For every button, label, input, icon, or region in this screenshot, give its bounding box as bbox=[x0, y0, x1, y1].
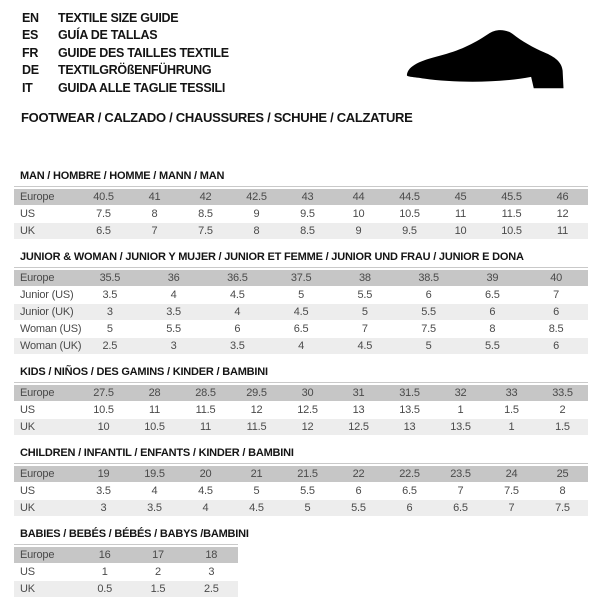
size-cell: 24 bbox=[505, 468, 518, 480]
row-label: Woman (UK) bbox=[20, 340, 82, 352]
size-cell: 9.5 bbox=[402, 225, 417, 237]
row-label: Europe bbox=[20, 272, 55, 284]
table-row bbox=[14, 581, 238, 597]
size-cell: 19 bbox=[97, 468, 110, 480]
size-cell: 12 bbox=[301, 421, 314, 433]
section-rule bbox=[14, 186, 588, 187]
size-cell: 7.5 bbox=[504, 485, 519, 497]
language-list bbox=[22, 9, 229, 97]
language-label: TEXTILGRÖßENFÜHRUNG bbox=[58, 63, 212, 78]
row-label: UK bbox=[20, 583, 35, 595]
size-cell: 7 bbox=[508, 502, 515, 514]
table-row bbox=[14, 270, 588, 286]
size-cell: 5 bbox=[253, 485, 260, 497]
table-row bbox=[14, 338, 588, 354]
size-cell: 46 bbox=[556, 191, 569, 203]
language-label: GUIDE DES TAILLES TEXTILE bbox=[58, 45, 229, 60]
size-cell: 7 bbox=[457, 485, 464, 497]
language-label: GUÍA DE TALLAS bbox=[58, 28, 158, 43]
size-cell: 8 bbox=[151, 208, 158, 220]
size-section bbox=[14, 251, 588, 354]
size-cell: 6.5 bbox=[96, 225, 111, 237]
size-cell: 37.5 bbox=[290, 272, 312, 284]
size-cell: 29.5 bbox=[246, 387, 267, 399]
row-label: UK bbox=[20, 225, 35, 237]
size-cell: 41 bbox=[148, 191, 161, 203]
size-cell: 3 bbox=[100, 502, 107, 514]
size-cell: 28.5 bbox=[195, 387, 216, 399]
table-row bbox=[14, 402, 588, 418]
size-cell: 4 bbox=[151, 485, 158, 497]
size-cell: 42.5 bbox=[246, 191, 267, 203]
size-cell: 20 bbox=[199, 468, 212, 480]
table-row bbox=[14, 223, 588, 239]
size-cell: 1.5 bbox=[504, 404, 519, 416]
size-cell: 1.5 bbox=[555, 421, 570, 433]
size-cell: 8 bbox=[559, 485, 566, 497]
size-cell: 6.5 bbox=[402, 485, 417, 497]
size-cell: 5.5 bbox=[351, 502, 366, 514]
size-cell: 43 bbox=[301, 191, 314, 203]
size-cell: 33.5 bbox=[552, 387, 573, 399]
size-cell: 6.5 bbox=[453, 502, 468, 514]
size-cell: 5 bbox=[425, 340, 432, 352]
size-cell: 10.5 bbox=[501, 225, 522, 237]
row-label: Junior (US) bbox=[20, 289, 74, 301]
size-cell: 4 bbox=[202, 502, 209, 514]
size-cell: 38.5 bbox=[418, 272, 439, 284]
size-cell: 21.5 bbox=[297, 468, 318, 480]
size-cell: 7.5 bbox=[421, 323, 436, 335]
size-cell: 18 bbox=[205, 549, 218, 561]
table-row bbox=[14, 287, 588, 303]
language-row bbox=[22, 62, 229, 80]
row-label: Woman (US) bbox=[20, 323, 82, 335]
size-cell: 30 bbox=[301, 387, 314, 399]
section-title: CHILDREN / INFANTIL / ENFANTS / KINDER / BAMBINI bbox=[20, 447, 294, 459]
row-label: US bbox=[20, 404, 35, 416]
size-cell: 5 bbox=[361, 306, 368, 318]
language-label: GUIDA ALLE TAGLIE TESSILI bbox=[58, 80, 226, 95]
size-cell: 0.5 bbox=[97, 583, 113, 595]
size-cell: 6.5 bbox=[485, 289, 500, 301]
row-label: Junior (UK) bbox=[20, 306, 74, 318]
size-cell: 10 bbox=[97, 421, 110, 433]
size-cell: 6 bbox=[489, 306, 496, 318]
size-cell: 5 bbox=[106, 323, 113, 335]
table-row bbox=[14, 385, 588, 401]
size-cell: 1 bbox=[508, 421, 515, 433]
table-row bbox=[14, 189, 588, 205]
size-cell: 32 bbox=[454, 387, 467, 399]
size-cell: 6 bbox=[406, 502, 413, 514]
section-title: KIDS / NIÑOS / DES GAMINS / KINDER / BAMBINI bbox=[20, 366, 268, 378]
row-label: Europe bbox=[20, 387, 55, 399]
size-cell: 12 bbox=[556, 208, 569, 220]
size-cell: 7.5 bbox=[96, 208, 111, 220]
row-label: Europe bbox=[20, 191, 55, 203]
table-row bbox=[14, 206, 588, 222]
row-label: UK bbox=[20, 421, 35, 433]
row-label: US bbox=[20, 208, 35, 220]
size-cell: 27.5 bbox=[93, 387, 114, 399]
size-cell: 6 bbox=[553, 306, 560, 318]
size-cell: 6 bbox=[355, 485, 362, 497]
table-row bbox=[14, 500, 588, 516]
size-cell: 11 bbox=[556, 225, 569, 237]
size-cell: 6 bbox=[553, 340, 560, 352]
size-cell: 4.5 bbox=[293, 306, 309, 318]
size-cell: 10 bbox=[352, 208, 365, 220]
table-row bbox=[14, 419, 588, 435]
size-cell: 35.5 bbox=[99, 272, 121, 284]
size-section bbox=[14, 528, 588, 597]
size-cell: 3.5 bbox=[166, 306, 181, 318]
size-cell: 10 bbox=[454, 225, 467, 237]
size-cell: 12.5 bbox=[348, 421, 369, 433]
size-cell: 7 bbox=[361, 323, 368, 335]
size-cell: 36.5 bbox=[227, 272, 248, 284]
size-cell: 21 bbox=[250, 468, 263, 480]
category-line: FOOTWEAR / CALZADO / CHAUSSURES / SCHUHE / CALZATURE bbox=[21, 110, 413, 125]
section-rule bbox=[14, 544, 238, 545]
language-code: FR bbox=[22, 45, 39, 60]
size-cell: 44 bbox=[352, 191, 365, 203]
language-row bbox=[22, 44, 229, 62]
size-cell: 9 bbox=[253, 208, 260, 220]
language-code: EN bbox=[22, 10, 39, 25]
size-cell: 7 bbox=[553, 289, 560, 301]
size-cell: 31.5 bbox=[399, 387, 420, 399]
size-cell: 40.5 bbox=[93, 191, 114, 203]
size-cell: 13.5 bbox=[450, 421, 471, 433]
size-cell: 4 bbox=[298, 340, 305, 352]
size-cell: 3 bbox=[170, 340, 177, 352]
size-cell: 5.5 bbox=[421, 306, 436, 318]
size-cell: 1.5 bbox=[150, 583, 166, 595]
size-cell: 11 bbox=[148, 404, 161, 416]
size-cell: 8.5 bbox=[548, 323, 564, 335]
size-cell: 19.5 bbox=[144, 468, 165, 480]
size-cell: 12.5 bbox=[297, 404, 318, 416]
size-cell: 6 bbox=[234, 323, 241, 335]
size-cell: 45.5 bbox=[501, 191, 522, 203]
size-section bbox=[14, 447, 588, 516]
size-cell: 11.5 bbox=[501, 208, 522, 220]
size-cell: 11 bbox=[454, 208, 467, 220]
size-cell: 16 bbox=[98, 549, 111, 561]
size-cell: 13 bbox=[352, 404, 365, 416]
section-title: JUNIOR & WOMAN / JUNIOR Y MUJER / JUNIOR ET FEMME / JUNIOR UND FRAU / JUNIOR E DONA bbox=[20, 251, 524, 263]
size-cell: 3.5 bbox=[102, 289, 118, 301]
size-section bbox=[14, 170, 588, 239]
size-cell: 10.5 bbox=[399, 208, 420, 220]
language-row bbox=[22, 9, 229, 27]
language-code: ES bbox=[22, 28, 39, 43]
size-cell: 11 bbox=[199, 421, 212, 433]
section-title: BABIES / BEBÉS / BÉBÉS / BABYS /BAMBINI bbox=[20, 528, 249, 540]
size-cell: 8.5 bbox=[300, 225, 315, 237]
size-cell: 3.5 bbox=[230, 340, 245, 352]
size-cell: 28 bbox=[148, 387, 161, 399]
table-row bbox=[14, 466, 588, 482]
size-cell: 3.5 bbox=[96, 485, 111, 497]
size-cell: 1 bbox=[101, 566, 108, 578]
size-cell: 40 bbox=[550, 272, 563, 284]
size-cell: 5.5 bbox=[300, 485, 315, 497]
size-cell: 12 bbox=[250, 404, 263, 416]
size-cell: 4.5 bbox=[357, 340, 373, 352]
size-cell: 7 bbox=[151, 225, 158, 237]
section-rule bbox=[14, 267, 588, 268]
size-cell: 38 bbox=[358, 272, 371, 284]
size-cell: 17 bbox=[152, 549, 164, 561]
size-cell: 6 bbox=[425, 289, 432, 301]
size-cell: 4.5 bbox=[230, 289, 245, 301]
row-label: US bbox=[20, 485, 35, 497]
size-cell: 8.5 bbox=[198, 208, 213, 220]
section-rule bbox=[14, 382, 588, 383]
size-cell: 10.5 bbox=[144, 421, 165, 433]
row-label: US bbox=[20, 566, 35, 578]
table-row bbox=[14, 564, 238, 580]
size-cell: 7.5 bbox=[198, 225, 213, 237]
size-cell: 2.5 bbox=[102, 340, 118, 352]
size-cell: 9.5 bbox=[300, 208, 315, 220]
size-cell: 4.5 bbox=[249, 502, 264, 514]
size-cell: 13 bbox=[403, 421, 416, 433]
size-cell: 6.5 bbox=[293, 323, 309, 335]
size-cell: 11.5 bbox=[246, 421, 267, 433]
row-label: UK bbox=[20, 502, 35, 514]
size-cell: 1 bbox=[457, 404, 464, 416]
table-row bbox=[14, 547, 238, 563]
size-cell: 36 bbox=[167, 272, 180, 284]
table-row bbox=[14, 304, 588, 320]
size-cell: 5 bbox=[298, 289, 305, 301]
size-cell: 31 bbox=[352, 387, 365, 399]
size-cell: 3.5 bbox=[147, 502, 162, 514]
row-label: Europe bbox=[20, 468, 55, 480]
size-cell: 2.5 bbox=[203, 583, 219, 595]
size-cell: 11.5 bbox=[195, 404, 216, 416]
size-cell: 13.5 bbox=[399, 404, 420, 416]
size-cell: 10.5 bbox=[93, 404, 114, 416]
language-code: IT bbox=[22, 80, 33, 95]
size-tables bbox=[14, 170, 588, 600]
size-cell: 5.5 bbox=[166, 323, 181, 335]
size-cell: 22.5 bbox=[399, 468, 420, 480]
language-row bbox=[22, 79, 229, 97]
size-cell: 22 bbox=[352, 468, 365, 480]
size-cell: 4 bbox=[170, 289, 177, 301]
size-cell: 3 bbox=[208, 566, 215, 578]
section-title: MAN / HOMBRE / HOMME / MANN / MAN bbox=[20, 170, 225, 182]
table-row bbox=[14, 483, 588, 499]
shoe-icon bbox=[396, 27, 584, 97]
size-cell: 3 bbox=[106, 306, 113, 318]
size-cell: 25 bbox=[556, 468, 569, 480]
size-cell: 4.5 bbox=[198, 485, 213, 497]
row-label: Europe bbox=[20, 549, 55, 561]
language-label: TEXTILE SIZE GUIDE bbox=[58, 10, 179, 25]
language-row bbox=[22, 27, 229, 45]
size-cell: 42 bbox=[199, 191, 212, 203]
size-cell: 33 bbox=[505, 387, 518, 399]
size-cell: 4 bbox=[234, 306, 241, 318]
size-cell: 5 bbox=[304, 502, 311, 514]
table-row bbox=[14, 321, 588, 337]
size-cell: 5.5 bbox=[485, 340, 500, 352]
size-section bbox=[14, 366, 588, 435]
section-rule bbox=[14, 463, 588, 464]
size-cell: 45 bbox=[454, 191, 467, 203]
size-cell: 8 bbox=[253, 225, 260, 237]
size-cell: 9 bbox=[355, 225, 362, 237]
size-cell: 44.5 bbox=[399, 191, 420, 203]
size-cell: 39 bbox=[486, 272, 499, 284]
size-cell: 2 bbox=[155, 566, 161, 578]
size-cell: 7.5 bbox=[555, 502, 570, 514]
size-cell: 23.5 bbox=[450, 468, 471, 480]
size-cell: 8 bbox=[489, 323, 496, 335]
size-cell: 2 bbox=[559, 404, 566, 416]
size-cell: 5.5 bbox=[357, 289, 373, 301]
language-code: DE bbox=[22, 63, 39, 78]
